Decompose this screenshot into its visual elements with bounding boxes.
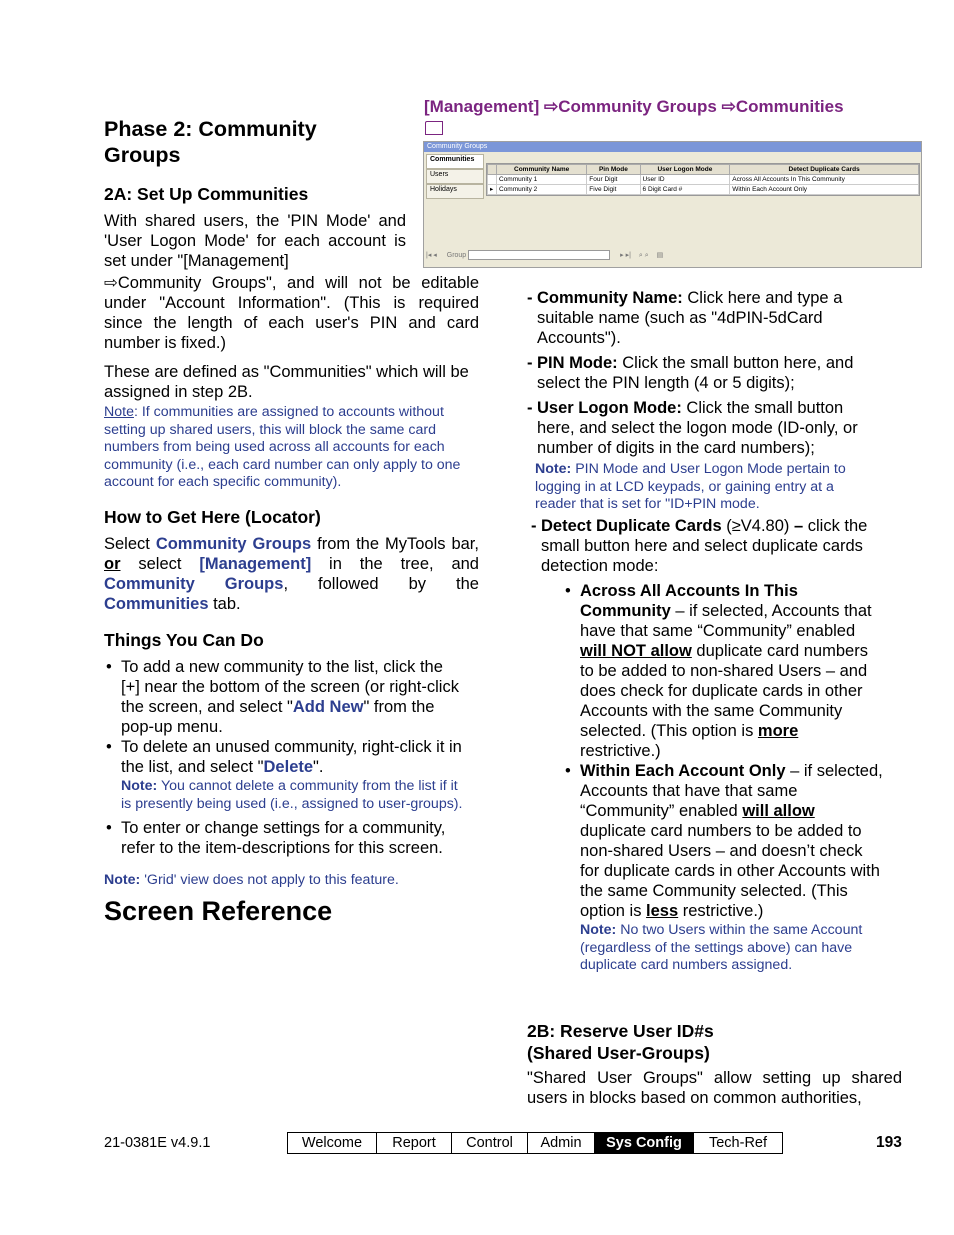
group-select[interactable] bbox=[468, 250, 610, 260]
page-number: 193 bbox=[876, 1134, 902, 1151]
tab-admin[interactable]: Admin bbox=[528, 1133, 595, 1153]
table-row[interactable] bbox=[488, 175, 919, 185]
list-item: • To enter or change settings for a community, refer to the item-descriptions for this screen. bbox=[104, 818, 464, 858]
search-icon[interactable]: ⌕ ⌕ bbox=[638, 251, 649, 259]
doc-id: 21-0381E v4.9.1 bbox=[104, 1135, 211, 1151]
arrow-icon: ⇨ bbox=[721, 97, 736, 116]
screen-reference-title: Screen Reference bbox=[104, 896, 333, 926]
cell[interactable]: Five Digit bbox=[587, 185, 640, 195]
things-list bbox=[104, 657, 464, 858]
folder-icon bbox=[425, 121, 443, 135]
arrow-icon: ⇨ bbox=[104, 274, 118, 292]
tab-welcome[interactable]: Welcome bbox=[288, 1133, 377, 1153]
tab-tech-ref[interactable]: Tech-Ref bbox=[708, 1135, 768, 1151]
section-2b-title: 2B: Reserve User ID#s (Shared User-Groups) bbox=[527, 1021, 714, 1063]
next-record-icon[interactable]: ▸ ▸| bbox=[620, 251, 631, 259]
locator-title: How to Get Here (Locator) bbox=[104, 507, 321, 527]
side-tabs bbox=[426, 154, 484, 199]
cell[interactable]: Within Each Account Only bbox=[730, 185, 919, 195]
link-community-groups-2[interactable]: Community Groups bbox=[104, 575, 284, 593]
navigator-bar bbox=[426, 250, 918, 264]
sec2a-para1-a: With shared users, the 'PIN Mode' and 'User Logon Mode' for each account is set under "[Management] bbox=[104, 212, 406, 270]
link-management[interactable]: [Management] bbox=[199, 555, 312, 573]
tab-users[interactable]: Users bbox=[426, 169, 484, 184]
link-community-groups[interactable]: Community Groups bbox=[155, 535, 312, 553]
tab-holidays[interactable]: Holidays bbox=[426, 184, 484, 199]
cell[interactable]: Four Digit bbox=[587, 175, 640, 185]
col-pin-mode[interactable]: Pin Mode bbox=[587, 165, 640, 175]
tab-control[interactable]: Control bbox=[452, 1133, 528, 1153]
note-pin-logon: Note: PIN Mode and User Logon Mode pertain to logging in at LCD keypads, or gaining entry at a reader that is set for "ID+PIN mode. bbox=[535, 461, 846, 512]
tab-sys-config[interactable]: Sys Config bbox=[595, 1133, 694, 1153]
arrow-icon: ⇨ bbox=[543, 97, 559, 116]
cell[interactable]: 6 Digit Card # bbox=[640, 185, 730, 195]
desc-detect-duplicate: - Detect Duplicate Cards (≥V4.80) – click the small button here and select duplicate cards detection mode: bbox=[531, 516, 891, 576]
note-duplicate: Note: No two Users within the same Account (regardless of the settings above) can have duplicate card numbers assigned. bbox=[580, 922, 863, 973]
col-community-name[interactable]: Community Name bbox=[497, 165, 587, 175]
options-list bbox=[563, 581, 883, 975]
sec2a-para1-b: ⇨Community Groups", and will not be editable under "Account Information". (This is required since the length of each user's PIN and card number is fixed.) bbox=[104, 274, 479, 352]
desc-user-logon-mode: - User Logon Mode: Click the small button here, and select the logon mode (ID-only, or number of digits in the card numbers); bbox=[527, 398, 867, 458]
locator-text: Select Community Groups from the MyTools bar, or select [Management] in the tree, and Community Groups, followed by the Communities tab. bbox=[104, 535, 479, 613]
list-item: • Within Each Account Only – if selected, Accounts that have that same “Community” enabled will allow duplicate card numbers to be added to non-shared Users – and doesn’t check for duplicate cards in other Accounts with the same Community selected. (This option is less restrictive.) Note: No two Users within the same Account (regardless of the settings above) can have duplicate card numbers assigned. bbox=[563, 761, 883, 975]
field-descriptions bbox=[527, 288, 867, 514]
group-label: Group bbox=[446, 251, 467, 259]
col-user-logon-mode[interactable]: User Logon Mode bbox=[640, 165, 730, 175]
desc-community-name: - Community Name: Click here and type a suitable name (such as "4dPIN-5dCard Accounts"). bbox=[527, 288, 867, 348]
app-screenshot bbox=[423, 141, 922, 268]
phase-title: Phase 2: Community Groups bbox=[104, 117, 317, 167]
tab-communities[interactable]: Communities bbox=[426, 154, 484, 169]
cell[interactable]: Across All Accounts In This Community bbox=[730, 175, 919, 185]
cell[interactable]: Community 2 bbox=[497, 185, 587, 195]
list-item: • To delete an unused community, right-click it in the list, and select "Delete". Note: You cannot delete a community from the list if it is presently being used (i.e., assigned to user-groups). bbox=[104, 737, 464, 813]
cell[interactable]: User ID bbox=[640, 175, 730, 185]
note-grid: Note: 'Grid' view does not apply to this feature. bbox=[104, 872, 399, 888]
note-communities: Note: If communities are assigned to accounts without setting up shared users, this will block the same card numbers from being used across all accounts for each community (i.e., each card number can only apply to one account for each specific community). bbox=[104, 404, 461, 490]
desc-pin-mode: - PIN Mode: Click the small button here, and select the PIN length (4 or 5 digits); bbox=[527, 353, 867, 393]
window-title: Community Groups bbox=[424, 142, 921, 152]
sec2b-para: "Shared User Groups" allow setting up shared users in blocks based on common authorities, bbox=[527, 1069, 902, 1107]
print-icon[interactable]: ▤ bbox=[656, 251, 664, 259]
col-detect-duplicate[interactable]: Detect Duplicate Cards bbox=[730, 165, 919, 175]
cell[interactable]: Community 1 bbox=[497, 175, 587, 185]
sec2a-para2: These are defined as "Communities" which will be assigned in step 2B. bbox=[104, 363, 469, 401]
link-communities[interactable]: Communities bbox=[104, 595, 209, 613]
tab-report[interactable]: Report bbox=[377, 1133, 452, 1153]
footer-tabs bbox=[287, 1132, 783, 1154]
list-item: • To add a new community to the list, click the [+] near the bottom of the screen (or right-click the screen, and select "Add New" from the pop-up menu. bbox=[104, 657, 464, 737]
breadcrumb: [Management] ⇨Community Groups ⇨Communities bbox=[424, 97, 844, 116]
table-row[interactable]: ▸ Community 2 Five Digit 6 Digit Card # Within Each Account Only bbox=[488, 185, 919, 195]
section-2a-title: 2A: Set Up Communities bbox=[104, 184, 309, 204]
first-record-icon[interactable]: |◂ ◂ bbox=[426, 251, 437, 259]
things-title: Things You Can Do bbox=[104, 630, 264, 650]
list-item: • Across All Accounts In This Community – if selected, Accounts that have that same “Community” enabled will NOT allow duplicate card numbers to be added to non-shared Users – and does check for duplicate cards in other Accounts with the same Community selected. (This option is more restrictive.) bbox=[563, 581, 883, 761]
communities-grid bbox=[486, 163, 920, 196]
